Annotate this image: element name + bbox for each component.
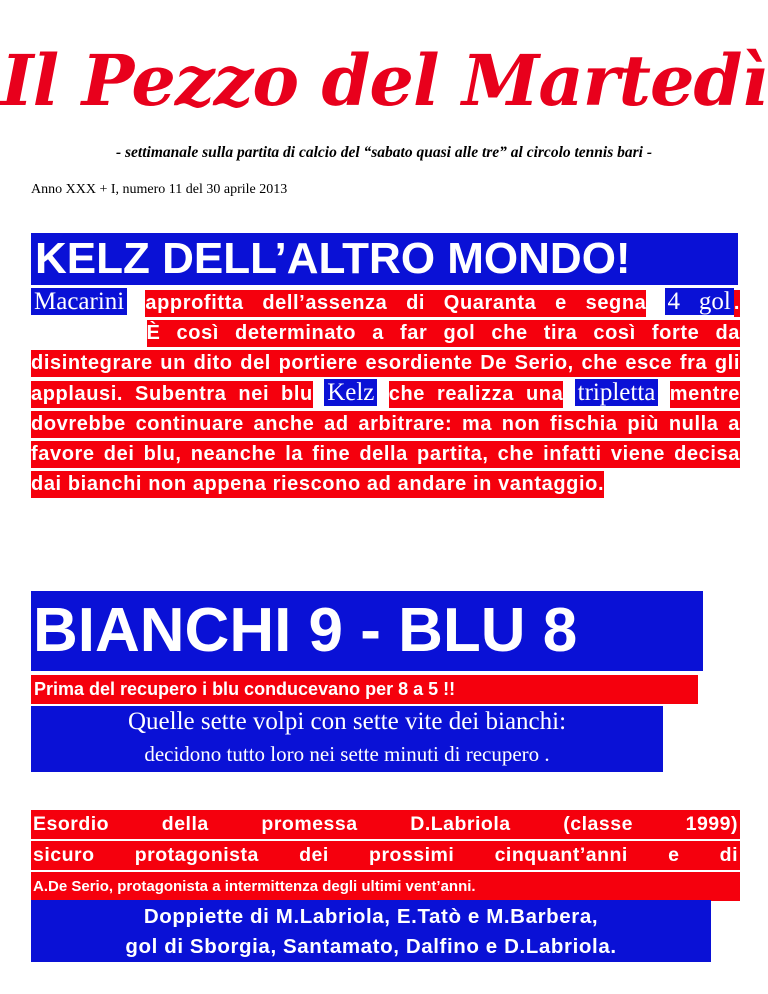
article-body	[31, 287, 740, 499]
masthead-subtitle: - settimanale sulla partita di calcio del “sabato quasi alle tre” al circolo tennis bari -	[115, 144, 653, 161]
goal-count: 4 gol	[665, 288, 734, 315]
score-note: Prima del recupero i blu conducevano per 8 a 5 !!	[31, 675, 698, 704]
article-text-2: È così determinato a far gol che tira così forte da disintegrare un dito del portiere esordiente De Serio, che esce fra gli applausi. Subentra nei blu	[31, 320, 740, 408]
debut-line-2: sicuro protagonista dei prossimi cinquant’anni e di	[31, 841, 740, 870]
recupero-line-1: Quelle sette volpi con sette vite dei bianchi:	[127, 708, 567, 735]
article-text-3: che realizza una	[389, 381, 564, 408]
masthead-title: Il Pezzo del Martedì	[0, 39, 768, 122]
scorers-box	[31, 900, 711, 962]
recupero-line-2: decidono tutto loro nei sette minuti di recupero .	[144, 742, 550, 766]
player-name-macarini: Macarini	[31, 288, 127, 315]
article-dot: .	[734, 290, 740, 317]
final-score: BIANCHI 9 - BLU 8	[31, 591, 703, 671]
issue-info: Anno XXX + I, numero 11 del 30 aprile 2013	[31, 182, 288, 197]
recupero-box	[31, 706, 663, 772]
scorers-line-2: gol di Sborgia, Santamato, Dalfino e D.Labriola.	[125, 935, 617, 958]
scorers-line-1: Doppiette di M.Labriola, E.Tatò e M.Barbera,	[143, 905, 599, 928]
article-text-4: mentre dovrebbe continuare anche ad arbitrare: ma non fischia più nulla a favore dei blu, neanche la fine della partita, che infatti viene decisa dai bianchi non appena riescono ad andare in vantaggio.	[31, 381, 740, 498]
player-name-kelz: Kelz	[324, 379, 377, 406]
debut-line-3: A.De Serio, protagonista a intermittenza degli ultimi vent’anni.	[31, 872, 740, 901]
debut-line-1: Esordio della promessa D.Labriola (classe 1999)	[31, 810, 740, 839]
headline-kelz: KELZ DELL’ALTRO MONDO!	[31, 233, 738, 285]
highlight-tripletta: tripletta	[575, 379, 659, 406]
article-text-1: approfitta dell’assenza di Quaranta e segna	[145, 290, 646, 317]
article-paragraph-1	[31, 287, 740, 499]
debut-section	[31, 810, 740, 903]
